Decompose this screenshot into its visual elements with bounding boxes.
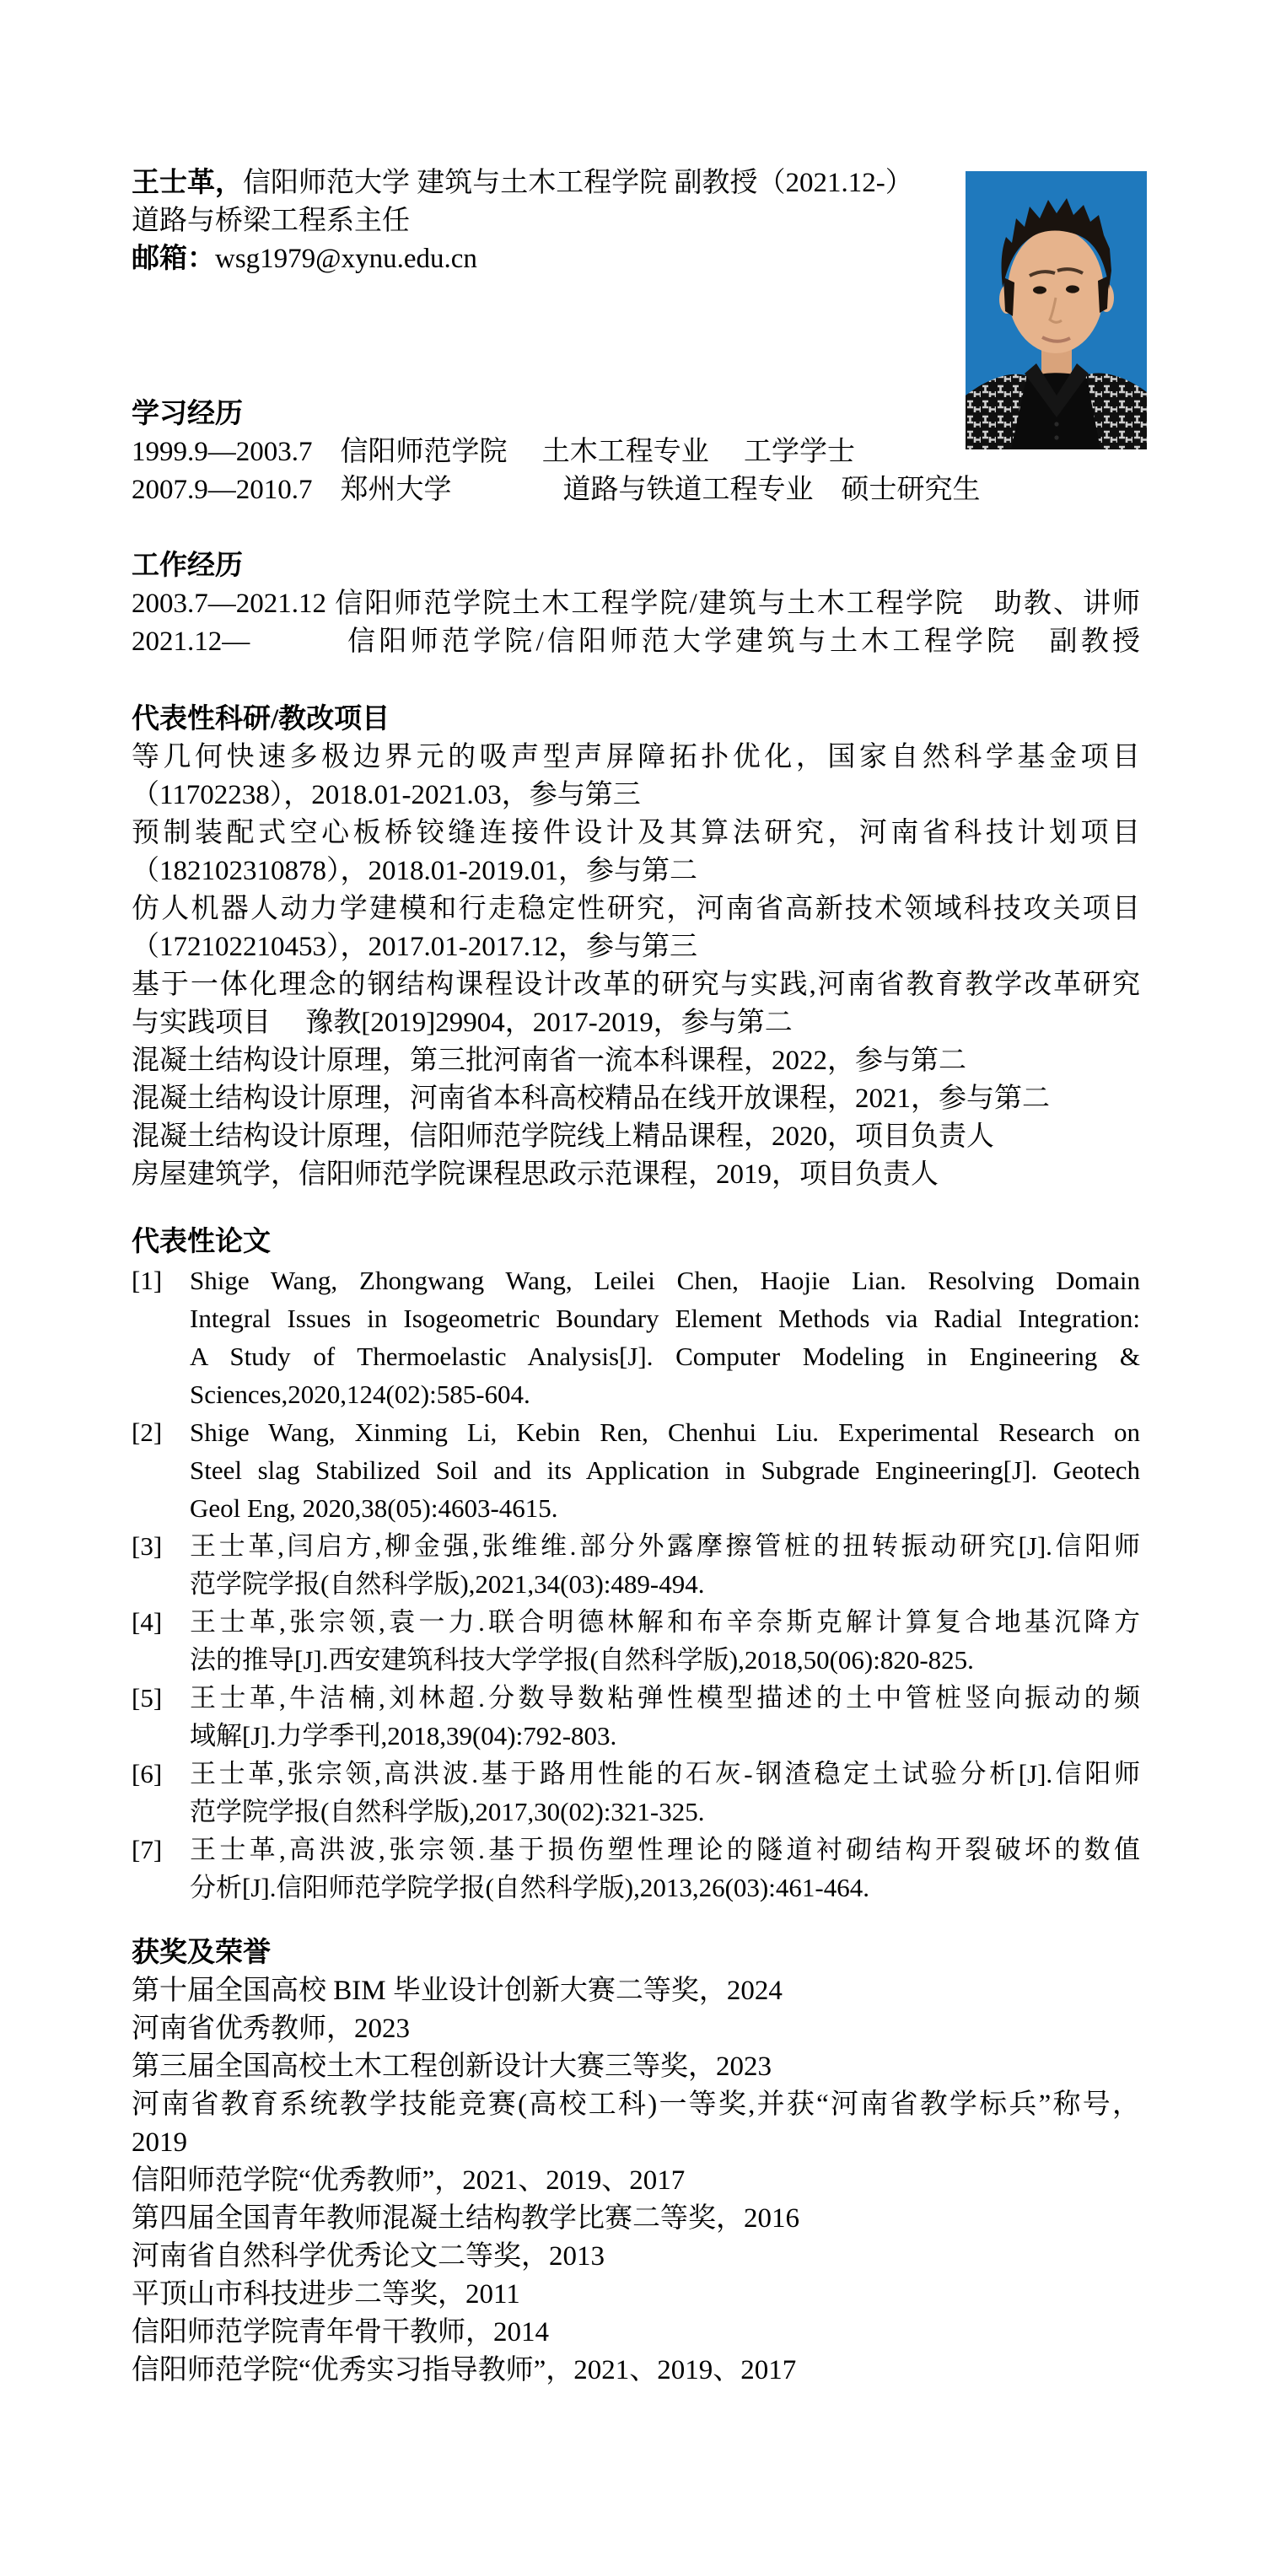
header-title-line <box>132 164 1140 202</box>
text-line: 混凝土结构设计原理，第三批河南省一流本科课程，2022，参与第二 <box>132 1046 966 1076</box>
text-line: 混凝土结构设计原理，河南省本科高校精品在线开放课程，2021，参与第二 <box>132 1084 1050 1114</box>
text-line: 河南省自然科学优秀论文二等奖，2013 <box>132 2241 605 2272</box>
list-item <box>132 2238 1140 2276</box>
text-line: 信阳师范学院“优秀教师”，2021、2019、2017 <box>132 2165 686 2196</box>
list-item <box>132 2048 1140 2086</box>
cv-sections <box>132 395 1140 2390</box>
list-item <box>132 585 1140 623</box>
text-line: （172102210453），2017.01-2017.12，参与第三 <box>132 932 697 962</box>
section-education <box>132 395 1140 509</box>
list-item <box>132 966 1140 1042</box>
text-line: Steel slag Stabilized Soil and its Application in Subgrade Engineering[J]. Geotech <box>190 1455 1140 1485</box>
paper-number: [4] <box>132 1607 163 1637</box>
text-line: 王士革,闫启方,柳金强,张维维.部分外露摩擦管桩的扭转振动研究[J].信阳师 <box>190 1531 1140 1561</box>
text-line: 2003.7—2021.12 信阳师范学院土木工程学院/建筑与土木工程学院 助教、讲师 <box>132 589 1140 619</box>
text-line: 第三届全国高校土木工程创新设计大赛三等奖，2023 <box>132 2052 772 2082</box>
section-projects <box>132 701 1140 1194</box>
list-item <box>132 1042 1140 1080</box>
list-item <box>132 2276 1140 2314</box>
section-work <box>132 547 1140 661</box>
email-value: wsg1979@xynu.edu.cn <box>215 244 477 274</box>
list-item <box>132 2314 1140 2352</box>
text-line: 信阳师范学院青年骨干教师，2014 <box>132 2317 549 2347</box>
text-line: 与实践项目 豫教[2019]29904，2017-2019，参与第二 <box>132 1008 793 1038</box>
paper-number: [7] <box>132 1835 163 1864</box>
list-item <box>132 739 1140 815</box>
section-awards <box>132 1934 1140 2390</box>
text-line: 王士革,张宗领,高洪波.基于路用性能的石灰-钢渣稳定土试验分析[J].信阳师 <box>190 1759 1140 1788</box>
text-line: Shige Wang, Zhongwang Wang, Leilei Chen, Haojie Lian. Resolving Domain <box>190 1266 1140 1295</box>
paper-number: [3] <box>132 1531 163 1561</box>
cv-content <box>132 164 1140 2390</box>
text-line: 信阳师范学院“优秀实习指导教师”，2021、2019、2017 <box>132 2355 797 2385</box>
list-item <box>132 2010 1140 2048</box>
text-line: 河南省优秀教师，2023 <box>132 2014 410 2044</box>
text-line: 2019 <box>132 2127 187 2158</box>
text-line: A Study of Thermoelastic Analysis[J]. Computer Modeling in Engineering & <box>190 1342 1140 1371</box>
email-label: 邮箱： <box>132 244 215 274</box>
paper-item <box>132 1413 1140 1527</box>
list-item <box>132 1080 1140 1118</box>
list-item <box>132 433 1140 471</box>
text-line: 分析[J].信阳师范学院学报(自然科学版),2013,26(03):461-464. <box>190 1873 869 1902</box>
text-line: 范学院学报(自然科学版),2017,30(02):321-325. <box>190 1797 705 1826</box>
section-papers <box>132 1223 1140 1906</box>
text-line: 王士革,高洪波,张宗领.基于损伤塑性理论的隧道衬砌结构开裂破坏的数值 <box>190 1835 1140 1864</box>
text-line: 第十届全国高校 BIM 毕业设计创新大赛二等奖，2024 <box>132 1976 783 2006</box>
list-item <box>132 2086 1140 2162</box>
text-line: 1999.9—2003.7 信阳师范学院 土木工程专业 工学学士 <box>132 437 855 467</box>
paper-item <box>132 1755 1140 1831</box>
text-line: 范学院学报(自然科学版),2021,34(03):489-494. <box>190 1569 705 1599</box>
paper-item <box>132 1261 1140 1413</box>
text-line: 王士革,张宗领,袁一力.联合明德林解和布辛奈斯克解计算复合地基沉降方 <box>190 1607 1140 1637</box>
paper-number: [2] <box>132 1417 163 1447</box>
email-line <box>132 240 1140 278</box>
text-line: 平顶山市科技进步二等奖，2011 <box>132 2279 520 2310</box>
text-line: 基于一体化理念的钢结构课程设计改革的研究与实践,河南省教育教学改革研究 <box>132 970 1140 1000</box>
text-line: 房屋建筑学，信阳师范学院课程思政示范课程，2019，项目负责人 <box>132 1159 939 1190</box>
paper-number: [5] <box>132 1683 163 1713</box>
paper-item <box>132 1527 1140 1603</box>
text-line: 预制装配式空心板桥铰缝连接件设计及其算法研究，河南省科技计划项目 <box>132 818 1140 848</box>
list-item <box>132 2200 1140 2238</box>
section-heading-papers: 代表性论文 <box>132 1227 271 1257</box>
paper-item <box>132 1603 1140 1679</box>
text-line: 王士革,牛洁楠,刘林超.分数导数粘弹性模型描述的土中管桩竖向振动的频 <box>190 1683 1140 1713</box>
text-line: Integral Issues in Isogeometric Boundary Element Methods via Radial Integration: <box>190 1304 1140 1333</box>
paper-item <box>132 1831 1140 1906</box>
list-item <box>132 1972 1140 2010</box>
person-title: 信阳师范大学 建筑与土木工程学院 副教授（2021.12-） <box>243 168 913 198</box>
list-item <box>132 471 1140 509</box>
text-line: 2007.9—2010.7 郑州大学 道路与铁道工程专业 硕士研究生 <box>132 475 981 505</box>
text-line: Geol Eng, 2020,38(05):4603-4615. <box>190 1493 558 1523</box>
person-position: 道路与桥梁工程系主任 <box>132 206 410 236</box>
text-line: （182102310878），2018.01-2019.01，参与第二 <box>132 856 697 886</box>
text-line: 等几何快速多极边界元的吸声型声屏障拓扑优化，国家自然科学基金项目 <box>132 742 1140 772</box>
list-item <box>132 815 1140 890</box>
text-line: 河南省教育系统教学技能竞赛(高校工科)一等奖,并获“河南省教学标兵”称号， <box>132 2089 1140 2120</box>
list-item <box>132 1118 1140 1156</box>
paper-number: [1] <box>132 1266 163 1295</box>
text-line: 域解[J].力学季刊,2018,39(04):792-803. <box>190 1721 617 1750</box>
list-item <box>132 623 1140 661</box>
text-line: 混凝土结构设计原理，信阳师范学院线上精品课程，2020，项目负责人 <box>132 1121 994 1152</box>
list-item <box>132 1156 1140 1194</box>
text-line: （11702238），2018.01-2021.03，参与第三 <box>132 780 641 810</box>
text-line: Shige Wang, Xinming Li, Kebin Ren, Chenhui Liu. Experimental Research on <box>190 1417 1140 1447</box>
text-line: 2021.12— 信阳师范学院/信阳师范大学建筑与土木工程学院 副教授 <box>132 627 1140 657</box>
text-line: 第四届全国青年教师混凝土结构教学比赛二等奖，2016 <box>132 2203 799 2234</box>
list-item <box>132 2352 1140 2390</box>
person-name: 王士革， <box>132 168 243 198</box>
paper-item <box>132 1679 1140 1755</box>
section-heading-work: 工作经历 <box>132 551 243 581</box>
text-line: 仿人机器人动力学建模和行走稳定性研究，河南省高新技术领域科技攻关项目 <box>132 894 1140 924</box>
list-item <box>132 2162 1140 2200</box>
list-item <box>132 890 1140 966</box>
section-heading-projects: 代表性科研/教改项目 <box>132 704 390 734</box>
text-line: 法的推导[J].西安建筑科技大学学报(自然科学版),2018,50(06):820-825. <box>190 1645 974 1675</box>
section-heading-awards: 获奖及荣誉 <box>132 1938 271 1968</box>
paper-number: [6] <box>132 1759 163 1788</box>
section-heading-education: 学习经历 <box>132 399 243 429</box>
cv-header <box>132 164 1140 278</box>
text-line: Sciences,2020,124(02):585-604. <box>190 1379 530 1409</box>
